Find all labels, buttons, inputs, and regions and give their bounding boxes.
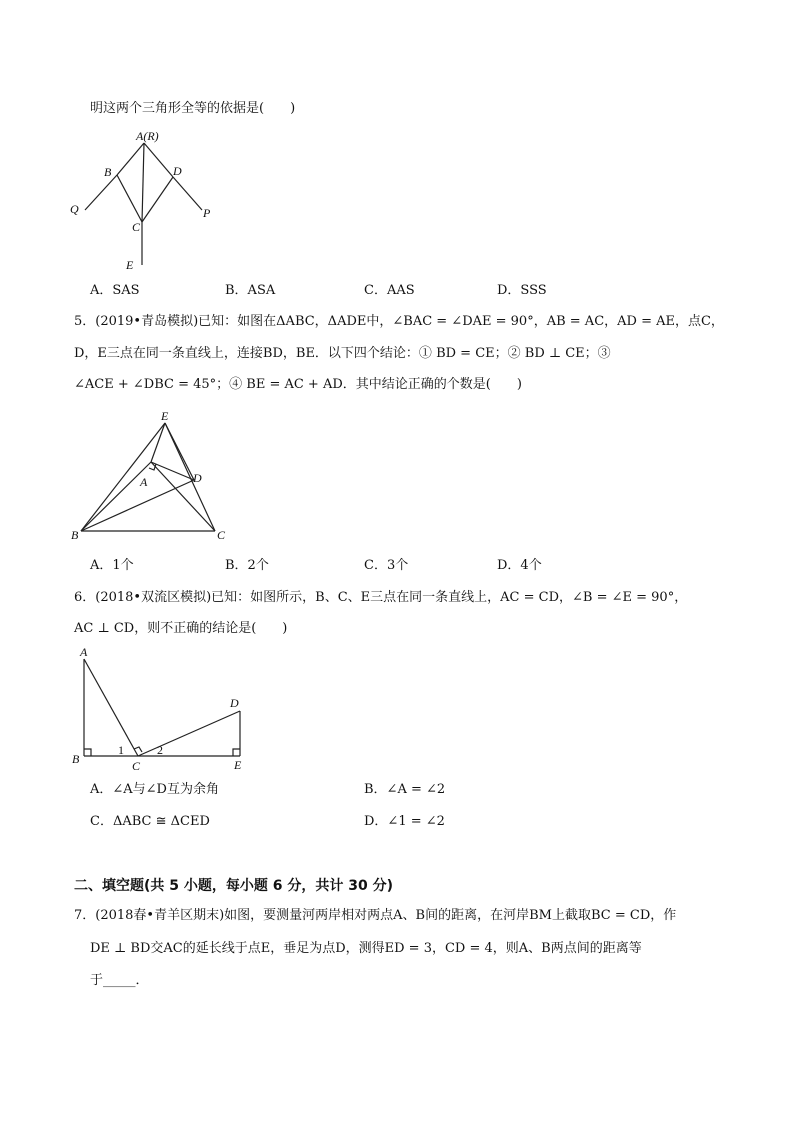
q4-label-b: B bbox=[104, 165, 112, 179]
q6-label-d: D bbox=[230, 696, 239, 710]
q5-option-b: B．2个 bbox=[225, 558, 269, 573]
q6-angle-2-label: 2 bbox=[157, 743, 163, 757]
q5-line-1: 5．(2019•青岛模拟)已知：如图在ΔABC，ΔADE中，∠BAC = ∠DAE = 90°，AB = AC，AD = AE，点C， bbox=[74, 314, 724, 329]
q4-option-a: A．SAS bbox=[90, 283, 140, 298]
q6-line-1: 6．(2018•双流区模拟)已知：如图所示，B、C、E三点在同一条直线上，AC = CD，∠B = ∠E = 90°， bbox=[74, 590, 688, 605]
q5-line-3: ∠ACE + ∠DBC = 45°；④ BE = AC + AD．其中结论正确的个数是( ) bbox=[74, 377, 522, 392]
q6-line-2: AC ⊥ CD，则不正确的结论是( ) bbox=[74, 621, 288, 636]
q4-tail-text: 明这两个三角形全等的依据是( ) bbox=[90, 101, 296, 116]
q4-label-p: P bbox=[203, 206, 211, 220]
q4-label-d: D bbox=[173, 164, 182, 178]
q4-figure bbox=[60, 125, 230, 275]
q5-label-c: C bbox=[217, 528, 226, 542]
q5-option-a: A．1个 bbox=[90, 558, 134, 573]
q7-line-3: 于_____． bbox=[90, 973, 149, 988]
q4-option-b: B．ASA bbox=[225, 283, 276, 298]
q6-figure bbox=[68, 645, 258, 775]
q6-label-b: B bbox=[72, 752, 80, 766]
q6-option-c: C．ΔABC ≅ ΔCED bbox=[90, 814, 210, 829]
q4-label-q: Q bbox=[70, 202, 79, 216]
q6-option-d: D．∠1 = ∠2 bbox=[364, 814, 445, 829]
q6-label-c: C bbox=[132, 759, 141, 773]
q4-label-c: C bbox=[132, 220, 141, 234]
q4-label-a: A(R) bbox=[136, 129, 159, 143]
q7-line-2: DE ⊥ BD交AC的延长线于点E，垂足为点D，测得ED = 3，CD = 4，则A、B两点间的距离等 bbox=[90, 941, 642, 956]
q5-line-2: D，E三点在同一条直线上，连接BD，BE．以下四个结论：① BD = CE；② BD ⊥ CE；③ bbox=[74, 346, 611, 361]
q6-angle-1-label: 1 bbox=[118, 743, 124, 757]
q5-label-b: B bbox=[71, 528, 79, 542]
q7-line-1: 7．(2018春•青羊区期末)如图，要测量河两岸相对两点A、B间的距离，在河岸BM上截取BC = CD，作 bbox=[74, 908, 677, 923]
q6-label-e: E bbox=[234, 758, 242, 772]
q6-label-a: A bbox=[80, 645, 88, 659]
q4-option-c: C．AAS bbox=[364, 283, 415, 298]
q5-label-e: E bbox=[161, 409, 169, 423]
q5-label-d: D bbox=[193, 471, 202, 485]
q4-option-d: D．SSS bbox=[497, 283, 547, 298]
q6-option-a: A．∠A与∠D互为余角 bbox=[90, 782, 219, 797]
q6-option-b: B．∠A = ∠2 bbox=[364, 782, 446, 797]
q5-option-d: D．4个 bbox=[497, 558, 542, 573]
q5-label-a: A bbox=[140, 475, 148, 489]
q5-figure bbox=[65, 405, 245, 545]
q4-label-e: E bbox=[126, 258, 134, 272]
q5-option-c: C．3个 bbox=[364, 558, 409, 573]
section-2-title: 二、填空题(共 5 小题，每小题 6 分，共计 30 分) bbox=[74, 878, 394, 894]
